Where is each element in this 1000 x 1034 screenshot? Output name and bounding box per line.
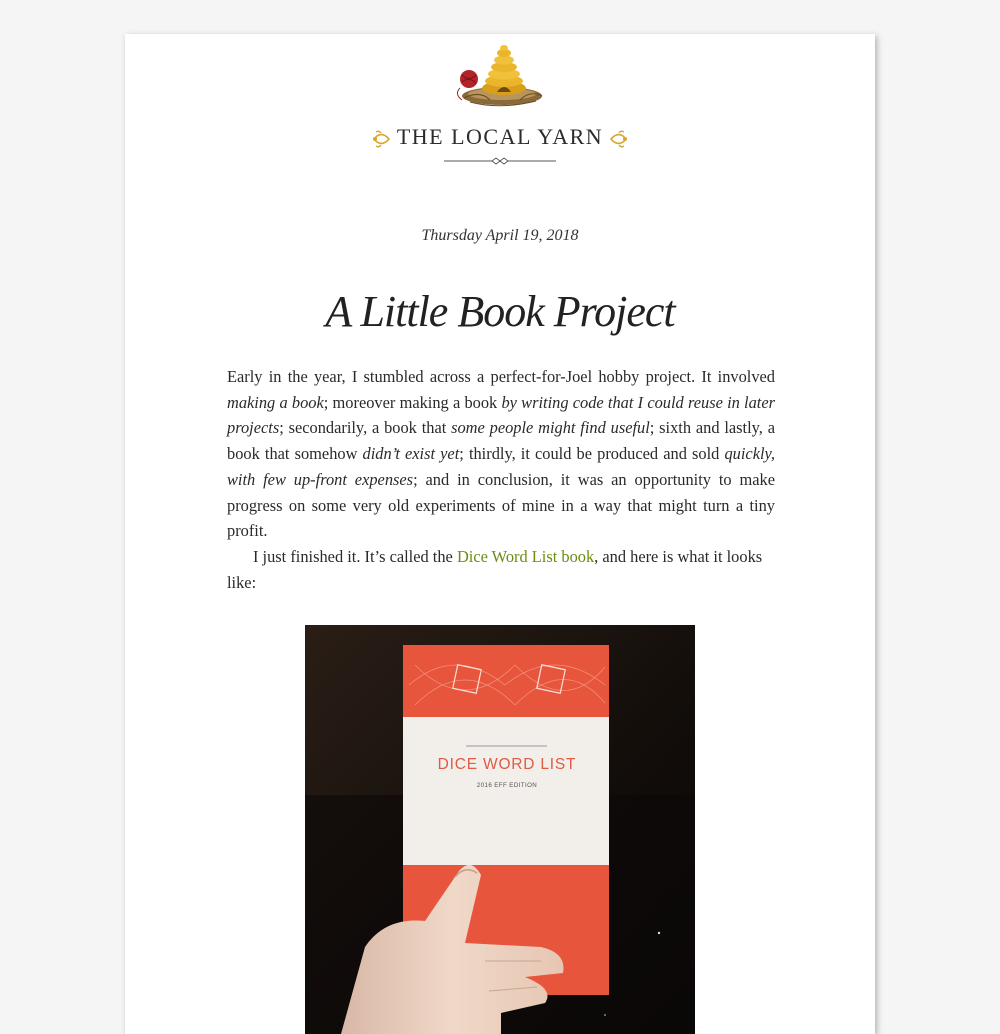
text-run: Early in the year, I stumbled across a perfect-for-Joel hobby project. It involved xyxy=(227,367,775,386)
fleuron-right-icon xyxy=(609,130,629,148)
text-run: I just finished it. It’s called the xyxy=(253,546,457,566)
emphasis: quickly, with few up-front expenses xyxy=(227,444,775,489)
text-run: ; secondarily, a book that xyxy=(279,418,452,438)
book-cover-subtitle: 2016 EFF EDITION xyxy=(476,782,538,789)
blog-page xyxy=(125,34,875,1034)
emphasis: making a book xyxy=(227,392,324,412)
book-cover-title: DICE WORD LIST xyxy=(437,756,577,773)
emphasis: some people might find useful xyxy=(451,418,650,438)
emphasis: didn’t exist yet xyxy=(362,444,460,464)
post-date: Thursday April 19, 2018 xyxy=(421,227,579,244)
emphasis: by writing code that I could reuse in later projects xyxy=(227,392,775,438)
text-run: ; and in conclusion, it was an opportunity to make progress on some very old experiments of mine in a way that might turn a tiny profit. xyxy=(227,469,776,541)
text-run: ; thirdly, it could be produced and sold xyxy=(459,444,725,464)
post-title[interactable]: A Little Book Project xyxy=(325,287,675,336)
text-run: , and here is what it looks like: xyxy=(227,546,763,592)
book-photo[interactable] xyxy=(305,625,695,1034)
site-title[interactable] xyxy=(125,121,875,153)
paragraph xyxy=(227,544,775,595)
dice-word-list-link[interactable]: Dice Word List book xyxy=(456,546,595,566)
post-body xyxy=(227,364,775,595)
text-run: ; sixth and lastly, a book that somehow xyxy=(227,418,775,464)
fleuron-left-icon xyxy=(371,130,391,148)
title-divider-icon xyxy=(444,156,556,166)
paragraph xyxy=(227,364,775,544)
text-run: ; moreover making a book xyxy=(323,392,502,412)
beehive-logo-icon[interactable] xyxy=(450,40,550,110)
site-title-text: THE LOCAL YARN xyxy=(396,124,604,149)
